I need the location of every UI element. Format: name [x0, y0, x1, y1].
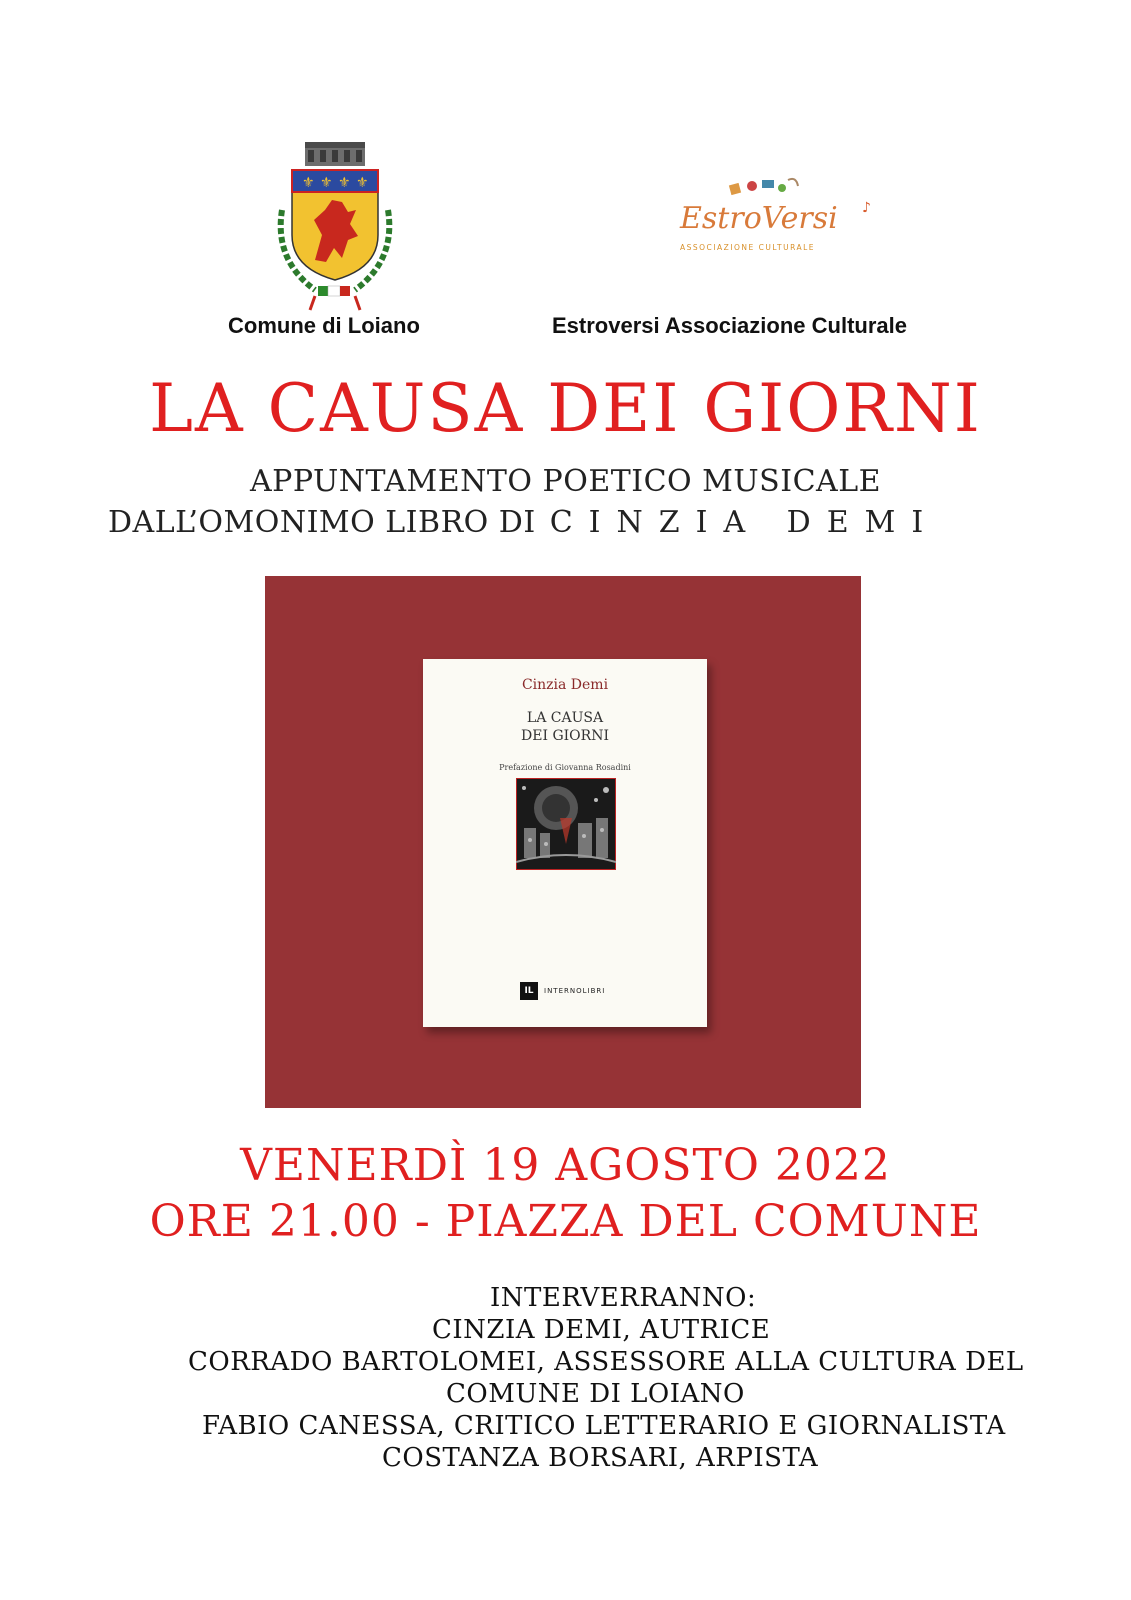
event-subtitle-1: APPUNTAMENTO POETICO MUSICALE [249, 464, 882, 499]
svg-text:⚜: ⚜ [320, 175, 333, 191]
speaker-line: FABIO CANESSA, CRITICO LETTERARIO E GIORNALISTA [202, 1411, 1006, 1441]
speakers-heading: INTERVERRANNO: [490, 1283, 757, 1313]
estroversi-logo-mark-icon [670, 172, 880, 262]
book-title [423, 709, 707, 745]
book-author: Cinzia Demi [521, 677, 609, 693]
speaker-line: COSTANZA BORSARI, ARPISTA [382, 1443, 819, 1473]
book-publisher [520, 981, 605, 1001]
event-date: VENERDÌ 19 AGOSTO 2022 [240, 1140, 891, 1191]
book-title-line1: LA CAUSA [526, 710, 604, 726]
book-cover-artwork-icon [516, 778, 616, 870]
event-time-place: ORE 21.00 - PIAZZA DEL COMUNE [149, 1196, 982, 1247]
speaker-line: CORRADO BARTOLOMEI, ASSESSORE ALLA CULTURA DEL [188, 1347, 1024, 1377]
svg-text:♪: ♪ [862, 200, 871, 216]
book-panel [265, 576, 861, 1108]
book-preface: Prefazione di Giovanna Rosadini [499, 763, 631, 772]
subtitle-prefix: DALL’OMONIMO LIBRO DI [108, 505, 536, 540]
svg-text:EstroVersi: EstroVersi [680, 201, 838, 236]
loiano-coat-of-arms-icon [270, 140, 400, 315]
event-title: LA CAUSA DEI GIORNI [149, 370, 982, 447]
speaker-line: CINZIA DEMI, AUTRICE [432, 1315, 771, 1345]
loiano-label: Comune di Loiano [228, 313, 420, 338]
publisher-logo-icon: IL [520, 982, 538, 1000]
svg-text:⚜: ⚜ [302, 175, 315, 191]
estroversi-label: Estroversi Associazione Culturale [552, 313, 907, 338]
svg-text:ASSOCIAZIONE CULTURALE: ASSOCIAZIONE CULTURALE [680, 243, 816, 252]
book-cover [423, 659, 707, 1027]
book-title-line2: DEI GIORNI [521, 728, 609, 744]
speaker-line: COMUNE DI LOIANO [446, 1379, 745, 1409]
publisher-name: INTERNOLIBRI [544, 987, 606, 995]
estroversi-logo [670, 172, 880, 262]
event-subtitle-2 [108, 505, 939, 540]
svg-text:⚜: ⚜ [338, 175, 351, 191]
svg-text:⚜: ⚜ [356, 175, 369, 191]
subtitle-author: CINZIA DEMI [549, 505, 940, 540]
